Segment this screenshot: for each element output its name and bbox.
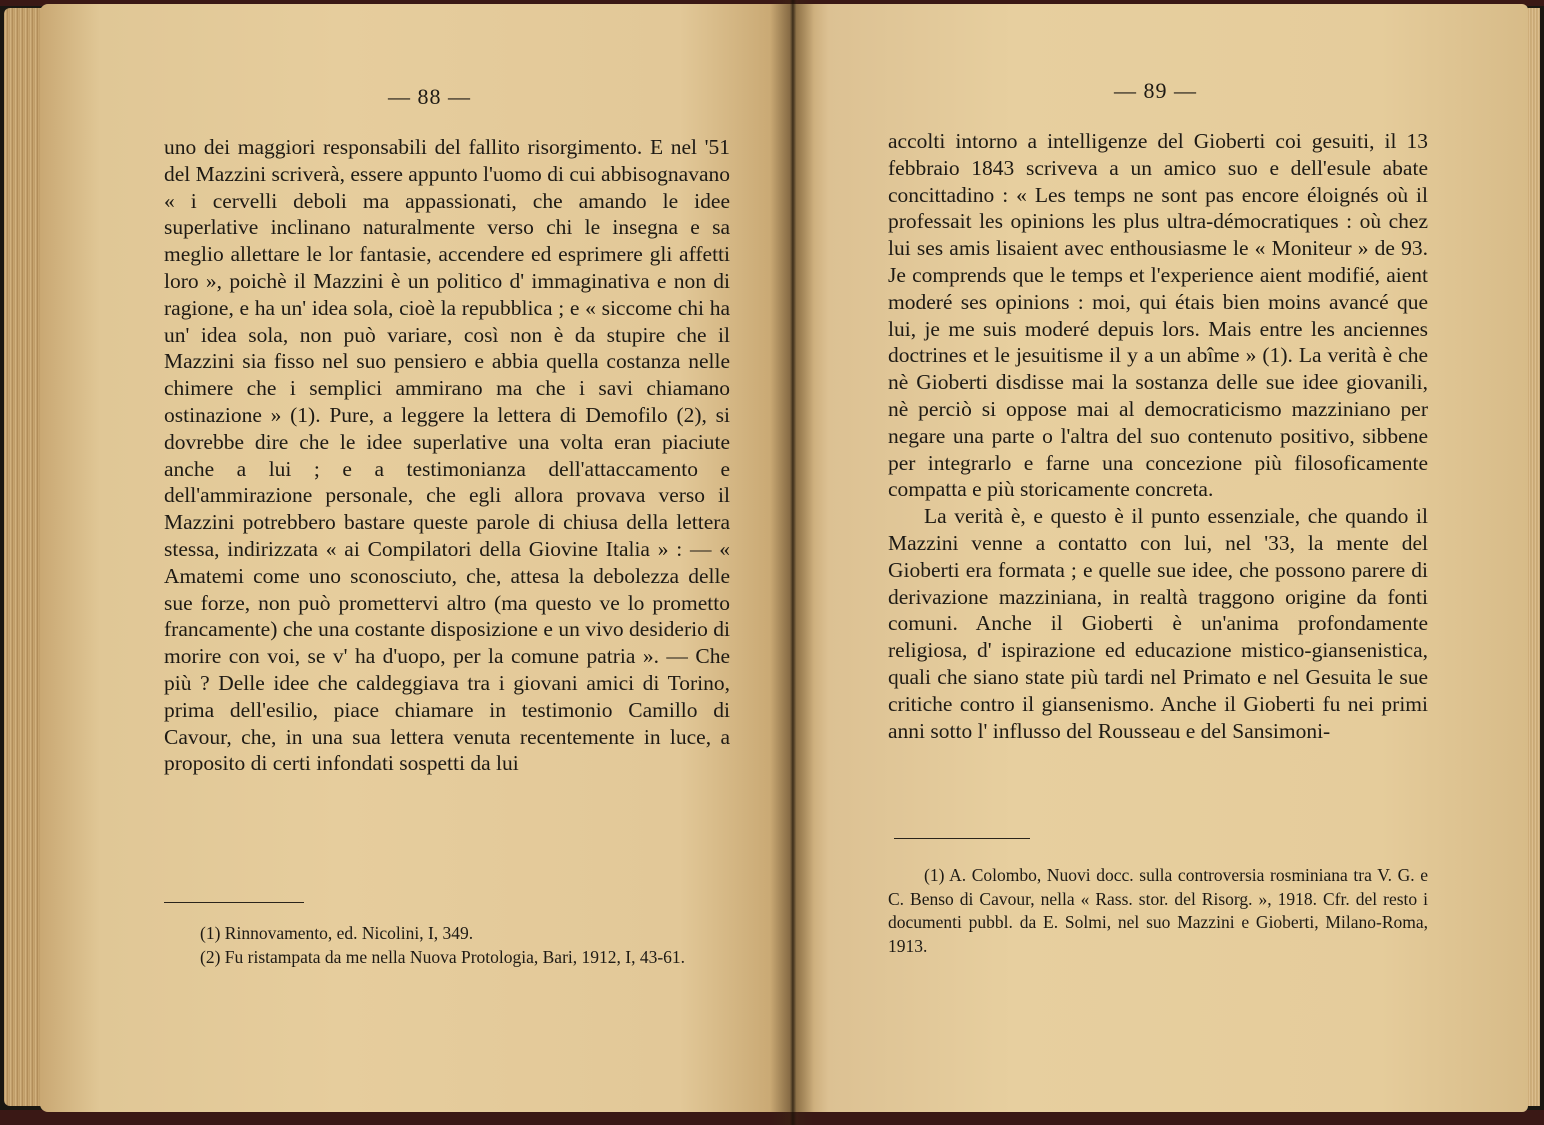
- right-footnote-rule: [894, 838, 1030, 839]
- right-paragraph-2: La verità è, e questo è il punto essenziale, che quando il Mazzini venne a contatto con lui, nel '33, la mente del Gioberti era formata ; e quelle sue idee, che possono parere di derivazione mazziniana, in realtà traggono origine da fonti comuni. Anche il Gioberti è un'anima profondamente religiosa, d' ispirazione ed educazione mistico-giansenistica, quali che siano state più tardi nel Primato e nel Gesuita le sue critiche contro il giansenismo. Anche il Gioberti fu nei primi anni sotto l' influsso del Rousseau e del Sansimoni-: [888, 504, 1428, 743]
- cover-bottom-edge: [0, 1110, 1544, 1125]
- left-body-text: [164, 134, 730, 777]
- right-page: [792, 4, 1528, 1112]
- left-footnote-1: (1) Rinnovamento, ed. Nicolini, I, 349.: [200, 923, 474, 943]
- right-paragraph-1: accolti intorno a intelligenze del Gioberti coi gesuiti, il 13 febbraio 1843 scriveva a un amico suo e dell'esule abate concittadino : « Les temps ne sont pas encore éloignés où il professait les opinions les plus ultra-démocratiques : où chez lui ses amis lisaient avec enthousiasme le « Moniteur » de 93. Je comprends que le temps et l'experience aient modifié, aient moderé ses opinions : moi, qui étais bien moins avancé que lui, je me suis moderé depuis lors. Mais entre les anciennes doctrines et le jesuitisme il y a un abîme » (1). La verità è che nè Gioberti disdisse mai la sostanza delle sue idee giovanili, nè perciò si oppose mai al democraticismo mazziniano per negare una parte o l'altra del suo contenuto positivo, sibbene per integrarlo e farne una concezione più filosoficamente compatta e più storicamente concreta.: [888, 129, 1428, 502]
- page-number-right: — 89 —: [1114, 78, 1197, 103]
- page-number-left: — 88 —: [388, 84, 471, 109]
- left-footnote-2: (2) Fu ristampata da me nella Nuova Protologia, Bari, 1912, I, 43-61.: [200, 946, 686, 967]
- right-footnote-1: (1) A. Colombo, Nuovi docc. sulla controversia rosminiana tra V. G. e C. Benso di Cavour, nella « Rass. stor. del Risorg. », 1918. Cfr. del resto i documenti pubbl. da E. Solmi, nel suo Mazzini e Gioberti, Milano-Roma, 1913.: [888, 865, 1428, 956]
- left-paragraph-1: uno dei maggiori responsabili del fallito risorgimento. E nel '51 del Mazzini scriverà, essere appunto l'uomo di cui abbisognavano « i cervelli deboli ma appassionati, che amando le idee superlative inclinano naturalmente verso chi le insegna e sa meglio allettare le lor fantasie, accendere ed esprimere gli affetti loro », poichè il Mazzini è un politico d' immaginativa e non di ragione, e ha un' idea sola, cioè la repubblica ; e « siccome chi ha un' idea sola, non può variare, così non è da stupire che il Mazzini sia fisso nel suo pensiero e abbia quella costanza nelle chimere che i semplici ammirano ma che i savi chiamano ostinazione » (1). Pure, a leggere la lettera di Demofilo (2), si dovrebbe dire che le idee superlative una volta eran piaciute anche a lui ; e a testimonianza dell'attaccamento e dell'ammirazione personale, che egli allora provava verso il Mazzini potrebbero bastare queste parole di chiusa della lettera stessa, indirizzata « ai Compilatori della Giovine Italia » : — « Amatemi come uno sconosciuto, che, attesa la debolezza delle sue forze, non può promettervi altro (ma questo ve lo prometto francamente) che una costante disposizione e un vivo desiderio di morire con voi, se v' ha d'uopo, per la comune patria ». — Che più ? Delle idee che caldeggiava tra i giovani amici di Torino, prima dell'esilio, piace chiamare in testimonio Camillo di Cavour, che, in una sua lettera venuta recentemente in luce, a proposito di certi infondati sospetti da lui: [164, 135, 730, 776]
- left-footnotes: [164, 922, 730, 969]
- right-body-text: [888, 128, 1428, 744]
- right-footnotes: [888, 864, 1428, 958]
- left-footnote-rule: [164, 902, 304, 903]
- left-page: [40, 4, 792, 1112]
